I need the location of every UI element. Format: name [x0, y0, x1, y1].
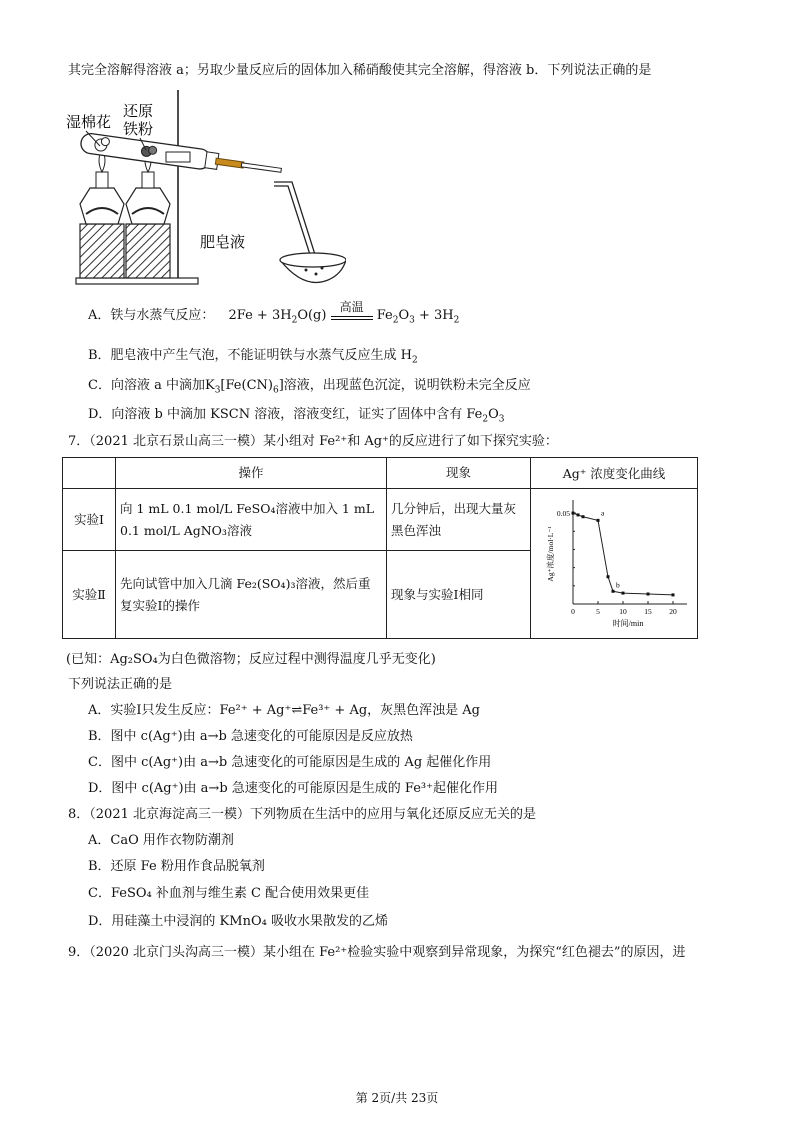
data-point	[607, 575, 610, 578]
table-row2-operation: 先向试管中加入几滴 Fe₂(SO₄)₃溶液，然后重复实验Ⅰ的操作	[116, 551, 387, 639]
data-point	[577, 513, 580, 516]
table-row2-label: 实验Ⅱ	[63, 551, 116, 639]
q8-stem: 8．（2021 北京海淀高三一模）下列物质在生活中的应用与氧化还原反应无关的是	[68, 807, 536, 822]
q6-option-c[interactable]: C．向溶液 a 中滴加$K_3[Fe(CN)_6]$溶液，出现蓝色沉淀，说明铁粉未完全反应	[88, 378, 531, 396]
point-label-b: b	[616, 580, 620, 590]
burner-block-right	[126, 224, 170, 278]
label-soap: 肥皂液	[200, 233, 246, 251]
data-point	[647, 593, 650, 596]
wick-left	[96, 172, 108, 188]
q6-option-c-prefix: C．向溶液 a 中滴加	[88, 378, 205, 393]
burner-block-left	[80, 224, 124, 278]
q7-ask: 下列说法正确的是	[68, 677, 173, 692]
x-tick-label: 20	[669, 607, 677, 616]
alcohol-lamp-right	[126, 188, 170, 224]
data-point	[672, 593, 675, 596]
clamp	[166, 152, 190, 162]
q9-stem: 9．（2020 北京门头沟高三一模）某小组在 Fe²⁺检验实验中观察到异常现象，为探究“红色褪去”的原因，进	[68, 945, 686, 960]
rubber-tube	[215, 158, 244, 168]
data-point	[597, 519, 600, 522]
q6-option-a-label: A．铁与水蒸气反应：	[88, 308, 215, 323]
q7-option-d[interactable]: D．图中 c(Ag⁺)由 a→b 急速变化的可能原因是生成的 Fe³⁺起催化作用	[88, 781, 498, 796]
apparatus-figure	[66, 84, 346, 294]
data-point	[612, 590, 615, 593]
q7-option-a[interactable]: A．实验Ⅰ只发生反应：Fe²⁺ + Ag⁺⇌Fe³⁺ + Ag，灰黑色浑浊是 Ag	[88, 703, 481, 718]
q8-option-a[interactable]: A．CaO 用作衣物防潮剂	[88, 833, 234, 848]
x-axis-label: 时间/min	[612, 619, 644, 628]
table-row1-phenomenon: 几分钟后，出现大量灰黑色浑浊	[387, 489, 531, 551]
y-axis-label: Ag⁺浓度/mol·L⁻¹	[546, 526, 555, 582]
wick-right	[142, 172, 154, 188]
label-iron-line1: 还原	[123, 102, 154, 120]
q8-option-b[interactable]: B．还原 Fe 粉用作食品脱氧剂	[88, 859, 265, 874]
label-iron-line2: 铁粉	[123, 120, 154, 138]
page-footer: 第 2页/共 23页	[355, 1091, 439, 1105]
q6-option-b-text: B．肥皂液中产生气泡，不能证明铁与水蒸气反应生成 H	[88, 348, 413, 363]
point-label-a: a	[601, 508, 605, 518]
intro-text: 其完全溶解得溶液 a；另取少量反应后的固体加入稀硝酸使其完全溶解，得溶液 b．下列说法正确的是	[68, 63, 652, 78]
reaction-condition: 高温	[339, 299, 364, 314]
q6-option-c-suffix: 溶液，出现蓝色沉淀，说明铁粉未完全反应	[283, 378, 531, 393]
data-point	[582, 515, 585, 518]
table-header-blank	[63, 458, 116, 489]
table-row2-phenomenon: 现象与实验Ⅰ相同	[387, 551, 531, 639]
x-tick-label: 5	[596, 607, 600, 616]
data-point	[572, 512, 575, 515]
q7-option-c[interactable]: C．图中 c(Ag⁺)由 a→b 急速变化的可能原因是生成的 Ag 起催化作用	[88, 755, 492, 770]
label-wet-cotton: 湿棉花	[66, 113, 112, 131]
q6-option-a[interactable]	[88, 299, 460, 326]
table-chart-cell	[531, 489, 698, 639]
table-header-phenomenon: 现象	[387, 458, 531, 489]
q6-option-a-equation: $2Fe + 3H_2O(g)$ 高温 $Fe_2O_3 + 3H_2$	[228, 299, 460, 326]
y-tick-label: 0.05	[556, 509, 570, 519]
table-header-curve: Ag⁺ 浓度变化曲线	[531, 458, 698, 489]
x-tick-label: 10	[619, 607, 627, 616]
q7-option-b[interactable]: B．图中 c(Ag⁺)由 a→b 急速变化的可能原因是反应放热	[88, 729, 413, 744]
q6-option-b[interactable]: B．肥皂液中产生气泡，不能证明铁与水蒸气反应生成 $H_2$	[88, 348, 418, 366]
ag-concentration-chart	[531, 492, 697, 632]
q8-option-c[interactable]: C．FeSO₄ 补血剂与维生素 C 配合使用效果更佳	[88, 886, 370, 901]
table-row1-operation: 向 1 mL 0.1 mol/L FeSO₄溶液中加入 1 mL 0.1 mol/L AgNO₃溶液	[116, 489, 387, 551]
experiment-table	[62, 457, 698, 639]
q8-option-d[interactable]: D．用硅藻土中浸润的 KMnO₄ 吸收水果散发的乙烯	[88, 914, 388, 929]
data-point	[622, 592, 625, 595]
q7-stem: 7．（2021 北京石景山高三一模）某小组对 Fe²⁺和 Ag⁺的反应进行了如下探究实验：	[68, 434, 558, 449]
q6-option-d[interactable]: D．向溶液 b 中滴加 KSCN 溶液，溶液变红，证实了固体中含有 $Fe_2O_3$	[88, 407, 505, 425]
q7-note: (已知：Ag₂SO₄为白色微溶物；反应过程中测得温度几乎无变化)	[66, 652, 436, 667]
stand-base	[76, 278, 198, 284]
q6-option-d-text: D．向溶液 b 中滴加 KSCN 溶液，溶液变红，证实了固体中含有 Fe	[88, 407, 483, 422]
delivery-tube	[274, 182, 318, 264]
table-row1-label: 实验Ⅰ	[63, 489, 116, 551]
series-line	[573, 513, 673, 595]
table-header-operation: 操作	[116, 458, 387, 489]
x-tick-label: 15	[644, 607, 652, 616]
evaporating-dish	[280, 253, 346, 267]
alcohol-lamp-left	[80, 188, 124, 224]
x-tick-label: 0	[571, 607, 575, 616]
